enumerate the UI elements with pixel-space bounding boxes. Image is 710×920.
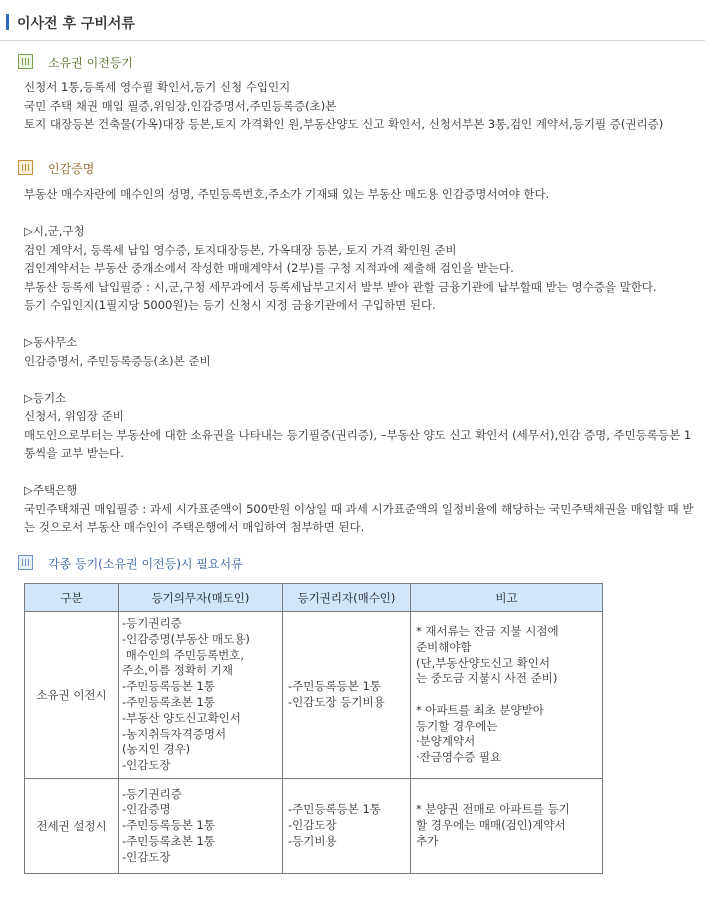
list-item: -주민등록등본 1통 <box>122 679 215 694</box>
column-header-seller: 등기의무자(매도인) <box>119 584 283 612</box>
text-line: 토지 대장등본 건축물(가옥)대장 등본,토지 가격확인 원,부동산양도 신고 확인서, 신청서부본 3통,검인 계약서,등기필 증(권리증) <box>24 117 664 131</box>
remarks-cell <box>411 779 603 874</box>
text-line: 신청서, 위임장 준비 <box>24 409 124 423</box>
table-row <box>25 779 603 874</box>
page-title: 이사전 후 구비서류 <box>17 16 135 32</box>
row-category: 소유권 이전시 <box>25 612 119 779</box>
text-line: 부동산 매수자란에 매수인의 성명, 주민등록번호,주소가 기재돼 있는 부동산 매도용 인감증명서여야 한다. <box>24 187 550 201</box>
grid-bullet-icon <box>18 54 33 69</box>
list-item: ·분양계약서 <box>416 734 476 749</box>
list-item: (농지인 경우) <box>122 742 191 757</box>
blank-line <box>416 687 602 703</box>
list-item: -인감도장 <box>122 849 171 864</box>
list-item: -인감증명 <box>122 802 171 817</box>
column-header-remarks: 비고 <box>411 584 603 612</box>
blank-line <box>24 315 696 334</box>
row-category: 전세권 설정시 <box>25 779 119 874</box>
section-body-seal-certificate <box>24 185 696 537</box>
list-item: -인감도장 <box>122 758 171 773</box>
table-row <box>25 612 603 779</box>
list-item: -등기비용 <box>288 833 337 848</box>
list-item: 추가 <box>416 833 439 848</box>
section-title: 소유권 이전등기 <box>48 56 133 70</box>
list-item: -주민등록초본 1통 <box>122 695 215 709</box>
grid-bullet-icon <box>18 555 33 570</box>
list-item: -인감도장 <box>288 818 337 833</box>
grid-bullet-icon <box>18 160 33 175</box>
list-item: -인감증명(부동산 매도용) <box>122 631 250 646</box>
text-line: 국민 주택 채권 매입 필증,위임장,인감증명서,주민등록증(초)본 <box>24 98 337 113</box>
text-paragraph: 국민주택채권 매입필증 : 과세 시가표준액이 500만원 이상일 때 과세 시가표준액의 일정비율에 해당하는 국민주택채권을 매입할 때 받는 것으로서 부동산 매수인이 주택은행에서 매입하여 첨부하면 된다. <box>24 501 694 534</box>
blank-line <box>24 370 696 389</box>
list-item: -농지취득자격증명서 <box>122 726 227 741</box>
list-item: -주민등록등본 1통 <box>288 802 381 817</box>
seller-docs-cell <box>119 612 283 779</box>
list-item: * 분양권 전매로 아파트를 등기 <box>416 802 570 817</box>
list-item: 준비해야함 <box>416 639 472 654</box>
blank-line <box>24 463 696 482</box>
blank-line <box>24 204 696 223</box>
required-documents-table <box>24 583 603 874</box>
office-heading: ▷시,군,구청 <box>24 224 85 238</box>
list-item: 는 중도금 지불시 사전 준비) <box>416 671 558 686</box>
text-line: 검인계약서는 부동산 중개소에서 작성한 매매계약서 (2부)를 구청 지적과에 제출해 검인을 받는다. <box>24 261 514 275</box>
list-item: 할 경우에는 매매(검인)계약서 <box>416 818 566 833</box>
list-item: -인감도장 등기비용 <box>288 695 385 709</box>
text-paragraph: 매도인으로부터는 부동산에 대한 소유권을 나타내는 등기필증(권리증), –부동산 양도 신고 확인서 (세무서),인감 증명, 주민등록등본 1통씩을 교부 받는다. <box>24 427 692 460</box>
table-header-row <box>25 584 603 612</box>
office-heading: ▷동사무소 <box>24 335 78 349</box>
list-item: 주소,이름 정확히 기재 <box>122 663 233 678</box>
list-item: -주민등록초본 1통 <box>122 833 215 848</box>
list-item: -부동산 양도신고확인서 <box>122 710 241 725</box>
buyer-docs-cell <box>283 779 411 874</box>
list-item: 등기할 경우에는 <box>416 718 498 733</box>
section-title: 인감증명 <box>48 162 95 176</box>
title-accent-bar <box>6 14 9 30</box>
list-item: -주민등록등본 1통 <box>288 679 381 694</box>
list-item: 매수인의 주민등록번호, <box>122 647 245 662</box>
column-header-category: 구분 <box>25 584 119 612</box>
column-header-buyer: 등기권리자(매수인) <box>283 584 411 612</box>
list-item: (단,부동산양도신고 확인서 <box>416 655 550 670</box>
list-item: -등기권리증 <box>122 616 182 631</box>
list-item: -주민등록등본 1통 <box>122 818 215 833</box>
section-body-ownership-transfer <box>24 78 696 134</box>
remarks-cell <box>411 612 603 779</box>
text-line: 신청서 1통,등록세 영수필 확인서,등기 신청 수입인지 <box>24 80 291 94</box>
office-heading: ▷등기소 <box>24 390 67 405</box>
seller-docs-cell <box>119 779 283 874</box>
text-line: 부동산 등록세 납입필증 : 시,군,구청 세무과에서 등록세납부고지서 발부 받아 관할 금융기관에 납부할때 받는 영수증을 말한다. <box>24 279 657 294</box>
office-heading: ▷주택은행 <box>24 483 78 497</box>
text-line: 인감증명서, 주민등록증등(초)본 준비 <box>24 353 211 368</box>
list-item: ·잔금영수증 필요 <box>416 750 502 765</box>
list-item: * 재서류는 잔금 지불 시점에 <box>416 623 559 638</box>
text-line: 검인 계약서, 등록세 납입 영수증, 토지대장등본, 가옥대장 등본, 토지 가격 확인원 준비 <box>24 242 457 257</box>
list-item: * 아파트를 최초 분양받아 <box>416 702 544 717</box>
text-line: 등기 수입인지(1필지당 5000원)는 등기 신청시 지정 금융기관에서 구입하면 된다. <box>24 298 436 312</box>
buyer-docs-cell <box>283 612 411 779</box>
list-item: -등기권리증 <box>122 786 182 801</box>
section-title: 각종 등기(소유권 이전등)시 필요서류 <box>48 557 243 571</box>
page-header <box>0 0 705 41</box>
